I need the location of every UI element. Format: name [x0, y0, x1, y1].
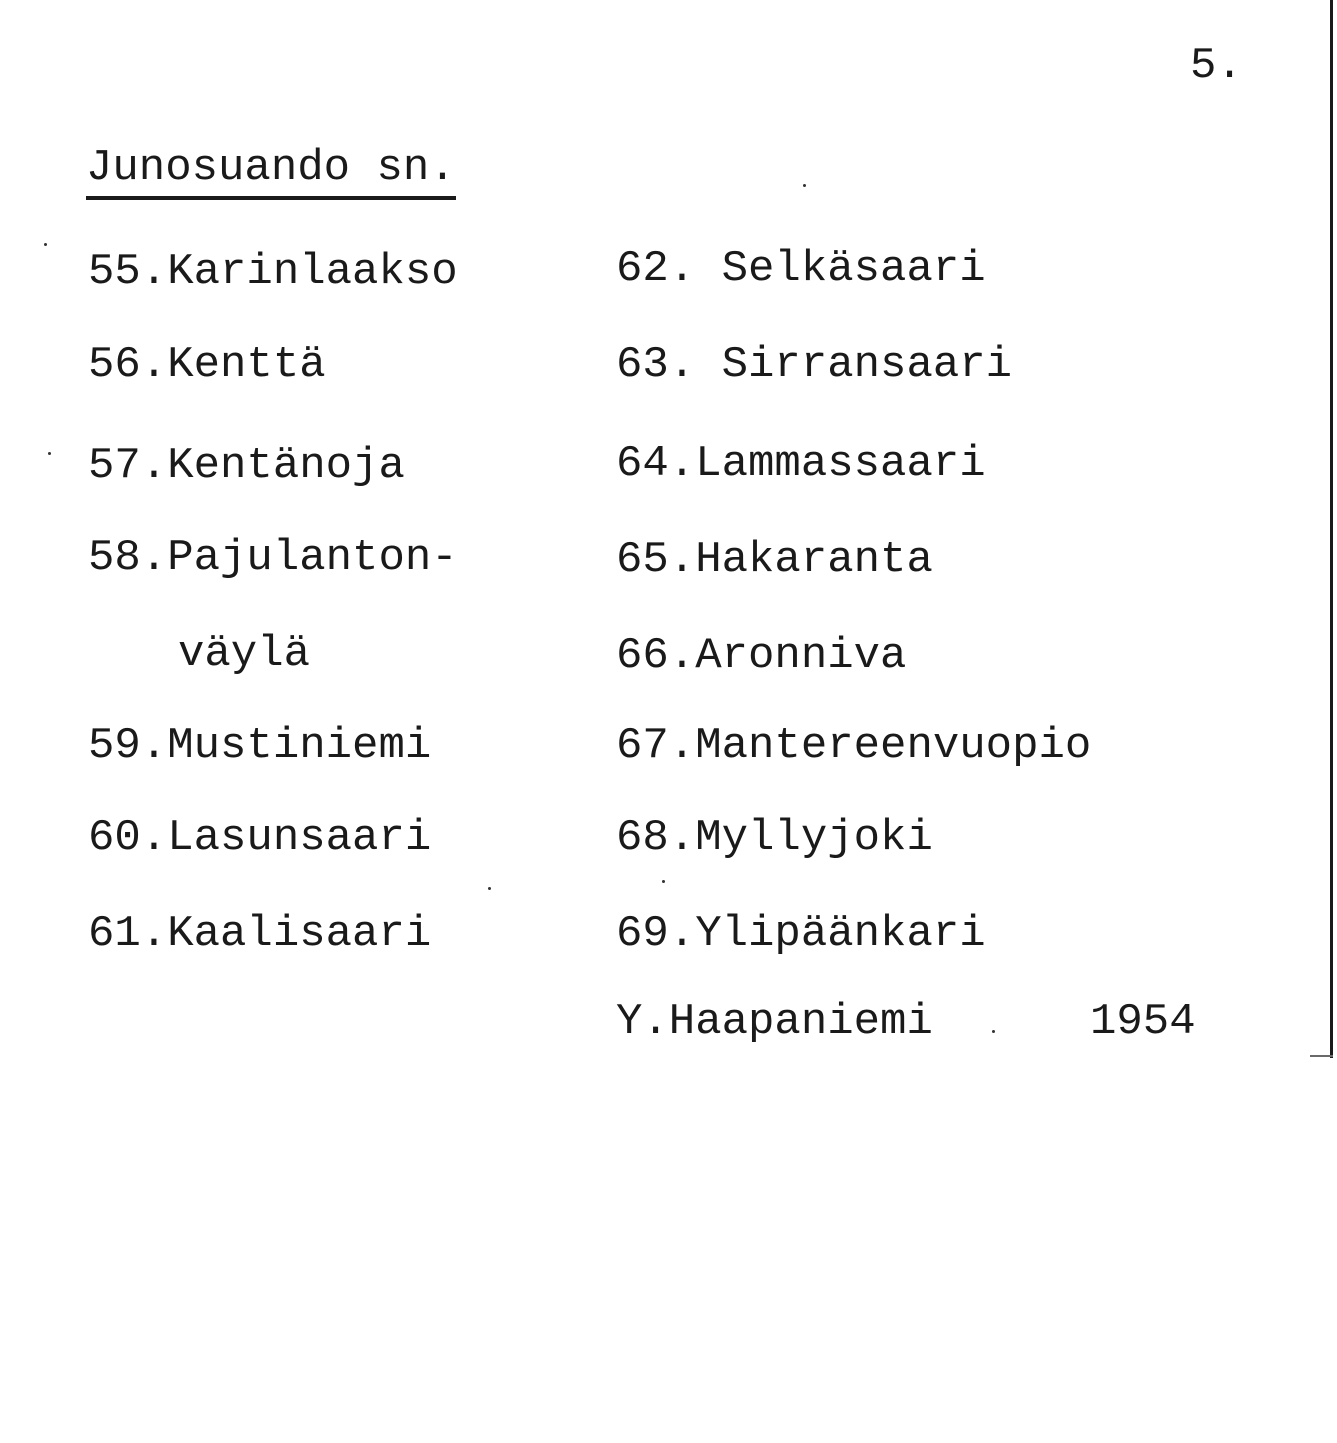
place-entry-61: [88, 909, 432, 959]
entry-number: 68.: [616, 813, 696, 863]
entry-name: Kenttä: [167, 340, 326, 390]
entry-name: Aronniva: [695, 631, 907, 681]
place-entry-58: [88, 533, 458, 583]
place-entry-63: [616, 340, 1013, 390]
scan-speck: [488, 887, 491, 890]
place-entry-65: [616, 535, 933, 585]
place-entry-59: [88, 721, 432, 771]
entry-name: Mantereenvuopio: [695, 721, 1092, 771]
scan-edge-line: [1330, 0, 1333, 1058]
entry-number: 64.: [616, 439, 696, 489]
entry-name: Sirransaari: [695, 340, 1013, 390]
place-entry-64: [616, 439, 986, 489]
entry-number: 60.: [88, 813, 168, 863]
place-entry-60: [88, 813, 432, 863]
parish-heading: Junosuando sn.: [86, 146, 456, 200]
entry-name: Hakaranta: [695, 535, 933, 585]
page-number: 5.: [1190, 41, 1243, 91]
place-entry-57: [88, 441, 405, 491]
entry-number: 67.: [616, 721, 696, 771]
entry-number: 63.: [616, 340, 696, 390]
entry-name: Mustiniemi: [167, 721, 432, 771]
entry-number: 56.: [88, 340, 168, 390]
entry-name: Lasunsaari: [167, 813, 432, 863]
entry-number: 61.: [88, 909, 168, 959]
entry-number: 66.: [616, 631, 696, 681]
entry-number: 62.: [616, 244, 696, 294]
scan-speck: [662, 880, 665, 883]
scan-speck: [803, 184, 806, 187]
entry-name: Myllyjoki: [695, 813, 933, 863]
entry-number: 58.: [88, 533, 168, 583]
document-year: 1954: [1090, 997, 1196, 1047]
entry-number: 59.: [88, 721, 168, 771]
place-entry-69: [616, 909, 986, 959]
entry-number: 55.: [88, 247, 168, 297]
place-entry-55: [88, 247, 458, 297]
place-entry-67: [616, 721, 1092, 771]
entry-name: väylä: [178, 629, 311, 679]
scan-speck: [44, 243, 47, 246]
entry-name: Karinlaakso: [167, 247, 458, 297]
place-entry-68: [616, 813, 933, 863]
entry-name: Kentänoja: [167, 441, 405, 491]
place-entry-62: [616, 244, 986, 294]
author-signature: Y.Haapaniemi: [616, 997, 933, 1047]
place-entry-66: [616, 631, 907, 681]
entry-number: 57.: [88, 441, 168, 491]
entry-number: 69.: [616, 909, 696, 959]
entry-name: Kaalisaari: [167, 909, 432, 959]
place-entry-56: [88, 340, 326, 390]
entry-name: Ylipäänkari: [695, 909, 986, 959]
entry-name: Lammassaari: [695, 439, 986, 489]
scan-speck: [48, 452, 51, 455]
entry-number: 65.: [616, 535, 696, 585]
entry-name: Selkäsaari: [695, 244, 986, 294]
entry-name: Pajulanton-: [167, 533, 458, 583]
scan-speck: [992, 1030, 995, 1033]
place-entry-58-continuation: [178, 629, 311, 679]
scan-edge-foot: [1310, 1055, 1333, 1057]
